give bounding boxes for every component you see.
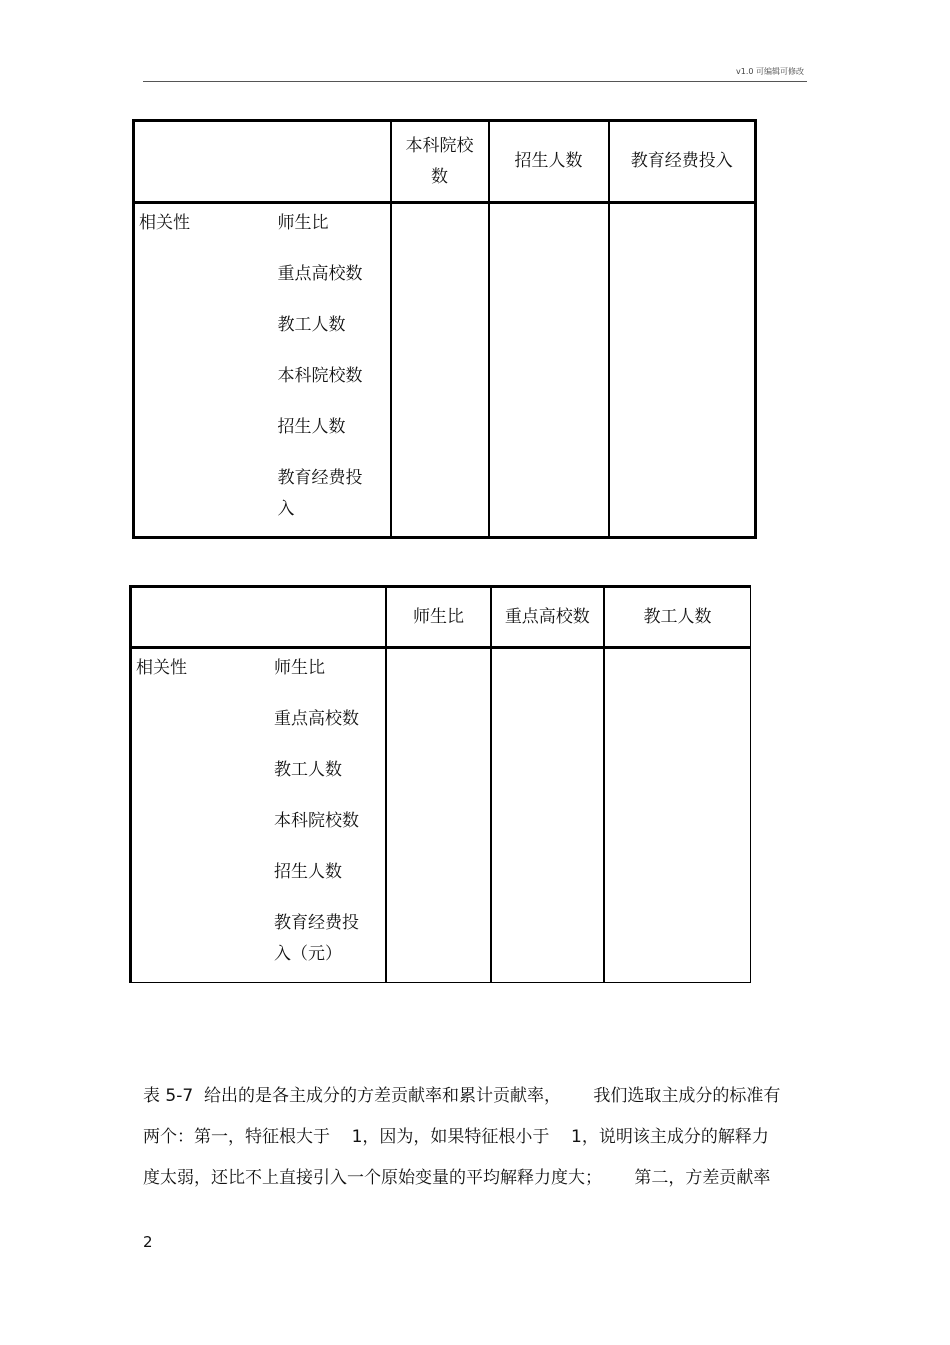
table1-row-label: 师生比 [277,213,329,233]
table1-col-header-3: 教育经费投入 [609,121,756,203]
body-paragraph [143,1076,807,1199]
table2-col-header-2: 重点高校数 [491,587,604,648]
table1-corner-cell [134,121,391,203]
table2-row-label: 教育经费投 入（元） [273,913,359,964]
table2-cell [491,648,604,983]
table2-cell [604,648,751,983]
table2-col-header-3: 教工人数 [604,587,751,648]
table1-cell [391,203,489,538]
header-version: v1.0 可编辑可修改 [736,67,804,76]
table1-col-header-2: 招生人数 [489,121,609,203]
table2-cell [386,648,490,983]
paragraph-line: 表 5-7 给出的是各主成分的方差贡献率和累计贡献率， 我们选取主成分的标准有 [143,1086,781,1106]
table2-corner-cell [131,587,387,648]
table1-row-label: 教工人数 [277,315,346,335]
correlation-table-2 [129,585,751,983]
table2-col-header-1: 师生比 [386,587,490,648]
paragraph-line: 度太弱，还比不上直接引入一个原始变量的平均解释力度大； 第二，方差贡献率 [143,1168,771,1188]
header-divider [143,81,807,82]
paragraph-line: 两个：第一，特征根大于 1，因为，如果特征根小于 1，说明该主成分的解释力 [143,1127,769,1147]
table2-row-label: 师生比 [273,658,325,678]
table1-cell [609,203,756,538]
page-number: 2 [143,1233,153,1251]
correlation-table-1 [132,119,757,539]
table2-row-label: 教工人数 [273,760,342,780]
table1-col-header-1: 本科院校 数 [391,121,489,203]
table1-row-label: 本科院校数 [277,366,363,386]
table2-row-labels [274,648,386,983]
table1-cell [489,203,609,538]
table1-row-label: 重点高校数 [277,264,363,284]
table1-row-labels [278,203,391,538]
table1-group-label: 相关性 [139,213,190,233]
table2-row-label: 招生人数 [273,862,342,882]
table1-row-label: 教育经费投 入 [277,468,363,519]
table1-row-label: 招生人数 [277,417,346,437]
table2-group-label: 相关性 [136,658,187,678]
table2-row-label: 重点高校数 [273,709,359,729]
table2-row-label: 本科院校数 [273,811,359,831]
